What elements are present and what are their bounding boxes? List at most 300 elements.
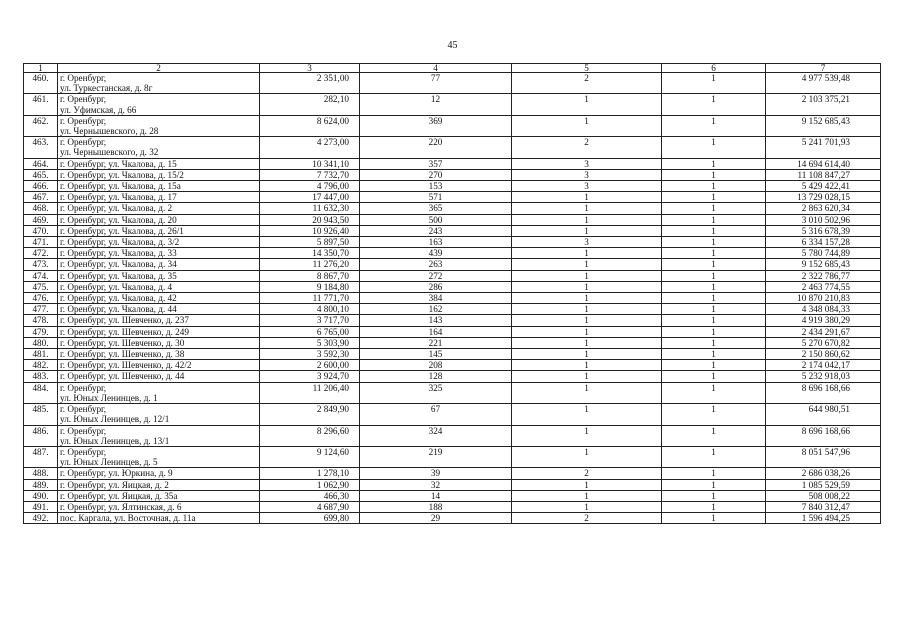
address-line: г. Оренбург, ул. Чкалова, д. 35 (60, 270, 177, 281)
row-number-cell: 474. (24, 270, 58, 281)
row-number-cell: 469. (24, 214, 58, 225)
column-number-row (24, 64, 881, 73)
column-4-cell: 77 (360, 73, 512, 94)
address-line: г. Оренбург, ул. Яицкая, д. 35а (60, 490, 178, 501)
column-6-cell: 1 (662, 315, 766, 326)
cost-cell: 5 316 678,39 (766, 225, 881, 236)
row-number-cell: 465. (24, 169, 58, 180)
area-cell: 4 273,00 (260, 137, 360, 158)
column-6-cell: 1 (662, 192, 766, 203)
address-line: г. Оренбург, ул. Шевченко, д. 38 (60, 349, 185, 360)
column-6-cell: 1 (662, 304, 766, 315)
table-row (24, 115, 881, 136)
cost-cell: 2 322 786,77 (766, 270, 881, 281)
column-5-cell: 1 (512, 382, 662, 403)
cost-cell: 5 232 918,03 (766, 371, 881, 382)
address-line: г. Оренбург, ул. Шевченко, д. 44 (60, 371, 185, 382)
row-number-cell: 492. (24, 513, 58, 524)
address-line: ул. Юных Ленинцев, д. 1 (60, 392, 158, 403)
column-5-cell: 1 (512, 270, 662, 281)
row-number-cell: 471. (24, 237, 58, 248)
column-6-cell: 1 (662, 468, 766, 479)
table-row (24, 304, 881, 315)
row-number-cell: 478. (24, 315, 58, 326)
cost-cell: 644 980,51 (766, 404, 881, 425)
row-number-cell: 468. (24, 203, 58, 214)
address-cell (58, 304, 260, 315)
address-cell (58, 446, 260, 467)
column-6-cell: 1 (662, 404, 766, 425)
column-4-cell: 220 (360, 137, 512, 158)
address-cell (58, 203, 260, 214)
cost-cell: 3 010 502,96 (766, 214, 881, 225)
housing-register-table (23, 63, 881, 524)
column-6-cell: 1 (662, 513, 766, 524)
column-5-cell: 3 (512, 237, 662, 248)
column-5-cell: 1 (512, 404, 662, 425)
column-4-cell: 219 (360, 446, 512, 467)
area-cell: 8 296,60 (260, 425, 360, 446)
column-6-cell: 1 (662, 326, 766, 337)
column-4-cell: 145 (360, 349, 512, 360)
address-line: г. Оренбург, ул. Шевченко, д. 42/2 (60, 360, 192, 371)
cost-cell: 4 919 380,29 (766, 315, 881, 326)
column-4-cell: 162 (360, 304, 512, 315)
cost-cell: 2 174 042,17 (766, 360, 881, 371)
address-cell (58, 468, 260, 479)
table-row (24, 281, 881, 292)
column-5-cell: 1 (512, 326, 662, 337)
row-number-cell: 479. (24, 326, 58, 337)
column-4-cell: 153 (360, 181, 512, 192)
table-body (24, 64, 881, 524)
area-cell: 282,10 (260, 94, 360, 115)
address-line: г. Оренбург, ул. Шевченко, д. 249 (60, 326, 189, 337)
area-cell: 10 926,40 (260, 225, 360, 236)
area-cell: 2 849,90 (260, 404, 360, 425)
column-4-cell: 67 (360, 404, 512, 425)
address-line: г. Оренбург, ул. Чкалова, д. 34 (60, 259, 177, 270)
address-line: г. Оренбург, ул. Чкалова, д. 3/2 (60, 237, 180, 248)
cost-cell: 1 085 529,59 (766, 479, 881, 490)
column-4-cell: 188 (360, 501, 512, 512)
column-5-cell: 1 (512, 360, 662, 371)
row-number-cell: 485. (24, 404, 58, 425)
row-number-cell: 483. (24, 371, 58, 382)
column-header-2: 2 (58, 64, 260, 73)
cost-cell: 2 434 291,67 (766, 326, 881, 337)
area-cell: 3 717,70 (260, 315, 360, 326)
column-4-cell: 357 (360, 158, 512, 169)
area-cell: 8 624,00 (260, 115, 360, 136)
area-cell: 14 350,70 (260, 248, 360, 259)
row-number-cell: 484. (24, 382, 58, 403)
address-line: ул. Уфимская, д. 66 (60, 104, 137, 115)
row-number-cell: 475. (24, 281, 58, 292)
table-row (24, 479, 881, 490)
row-number-cell: 464. (24, 158, 58, 169)
area-cell: 466,30 (260, 490, 360, 501)
column-5-cell: 3 (512, 158, 662, 169)
address-cell (58, 315, 260, 326)
row-number-cell: 487. (24, 446, 58, 467)
address-cell (58, 382, 260, 403)
column-4-cell: 571 (360, 192, 512, 203)
address-line: ул. Юных Ленинцев, д. 5 (60, 457, 158, 468)
address-cell (58, 281, 260, 292)
column-6-cell: 1 (662, 137, 766, 158)
address-cell (58, 158, 260, 169)
area-cell: 6 765,00 (260, 326, 360, 337)
column-5-cell: 1 (512, 281, 662, 292)
column-6-cell: 1 (662, 293, 766, 304)
column-6-cell: 1 (662, 270, 766, 281)
column-6-cell: 1 (662, 490, 766, 501)
cost-cell: 1 596 494,25 (766, 513, 881, 524)
column-5-cell: 1 (512, 337, 662, 348)
column-6-cell: 1 (662, 214, 766, 225)
row-number-cell: 460. (24, 73, 58, 94)
table-row (24, 293, 881, 304)
row-number-cell: 476. (24, 293, 58, 304)
column-6-cell: 1 (662, 181, 766, 192)
table-row (24, 425, 881, 446)
address-line: г. Оренбург, ул. Ялтинская, д. 6 (60, 501, 182, 512)
column-5-cell: 2 (512, 73, 662, 94)
area-cell: 8 867,70 (260, 270, 360, 281)
table-row (24, 192, 881, 203)
table-row (24, 169, 881, 180)
address-line: ул. Юных Ленинцев, д. 13/1 (60, 435, 170, 446)
column-6-cell: 1 (662, 425, 766, 446)
column-6-cell: 1 (662, 158, 766, 169)
cost-cell: 13 729 028,15 (766, 192, 881, 203)
table-row (24, 371, 881, 382)
column-4-cell: 128 (360, 371, 512, 382)
column-5-cell: 3 (512, 181, 662, 192)
row-number-cell: 489. (24, 479, 58, 490)
column-5-cell: 2 (512, 513, 662, 524)
column-4-cell: 286 (360, 281, 512, 292)
row-number-cell: 463. (24, 137, 58, 158)
column-5-cell: 1 (512, 115, 662, 136)
column-5-cell: 2 (512, 468, 662, 479)
table-row (24, 315, 881, 326)
cost-cell: 8 696 168,66 (766, 425, 881, 446)
table-row (24, 404, 881, 425)
row-number-cell: 486. (24, 425, 58, 446)
column-4-cell: 12 (360, 94, 512, 115)
table-row (24, 490, 881, 501)
column-5-cell: 1 (512, 248, 662, 259)
address-line: г. Оренбург, ул. Чкалова, д. 2 (60, 203, 173, 214)
address-line: г. Оренбург, (60, 446, 107, 457)
column-6-cell: 1 (662, 94, 766, 115)
table-row (24, 158, 881, 169)
row-number-cell: 462. (24, 115, 58, 136)
address-cell (58, 337, 260, 348)
area-cell: 4 796,00 (260, 181, 360, 192)
area-cell: 699,80 (260, 513, 360, 524)
address-cell (58, 404, 260, 425)
cost-cell: 5 429 422,41 (766, 181, 881, 192)
address-cell (58, 371, 260, 382)
area-cell: 4 687,90 (260, 501, 360, 512)
area-cell: 3 924,70 (260, 371, 360, 382)
cost-cell: 10 870 210,83 (766, 293, 881, 304)
address-line: ул. Чернышевского, д. 32 (60, 147, 159, 158)
row-number-cell: 472. (24, 248, 58, 259)
table-row (24, 513, 881, 524)
table-row (24, 360, 881, 371)
column-6-cell: 1 (662, 281, 766, 292)
table-row (24, 326, 881, 337)
area-cell: 1 278,10 (260, 468, 360, 479)
address-line: г. Оренбург, ул. Чкалова, д. 20 (60, 214, 177, 225)
area-cell: 11 206,40 (260, 382, 360, 403)
area-cell: 20 943,50 (260, 214, 360, 225)
address-cell (58, 94, 260, 115)
table-row (24, 214, 881, 225)
address-cell (58, 214, 260, 225)
column-5-cell: 1 (512, 203, 662, 214)
row-number-cell: 482. (24, 360, 58, 371)
column-4-cell: 208 (360, 360, 512, 371)
address-line: г. Оренбург, ул. Чкалова, д. 4 (60, 281, 173, 292)
address-line: г. Оренбург, ул. Яицкая, д. 2 (60, 479, 169, 490)
cost-cell: 8 696 168,66 (766, 382, 881, 403)
address-cell (58, 192, 260, 203)
cost-cell: 5 780 744,89 (766, 248, 881, 259)
area-cell: 5 897,50 (260, 237, 360, 248)
area-cell: 5 303,90 (260, 337, 360, 348)
table-row (24, 73, 881, 94)
column-header-5: 5 (512, 64, 662, 73)
column-4-cell: 365 (360, 203, 512, 214)
address-cell (58, 73, 260, 94)
column-5-cell: 1 (512, 479, 662, 490)
address-cell (58, 360, 260, 371)
column-4-cell: 325 (360, 382, 512, 403)
cost-cell: 9 152 685,43 (766, 259, 881, 270)
address-line: г. Оренбург, ул. Чкалова, д. 33 (60, 248, 177, 259)
table-row (24, 203, 881, 214)
cost-cell: 14 694 614,40 (766, 158, 881, 169)
address-cell (58, 270, 260, 281)
area-cell: 4 800,10 (260, 304, 360, 315)
area-cell: 2 351,00 (260, 73, 360, 94)
column-5-cell: 1 (512, 490, 662, 501)
address-cell (58, 293, 260, 304)
area-cell: 9 184,80 (260, 281, 360, 292)
column-6-cell: 1 (662, 446, 766, 467)
column-5-cell: 1 (512, 315, 662, 326)
column-5-cell: 3 (512, 169, 662, 180)
address-cell (58, 326, 260, 337)
column-6-cell: 1 (662, 73, 766, 94)
column-5-cell: 1 (512, 304, 662, 315)
address-cell (58, 115, 260, 136)
row-number-cell: 470. (24, 225, 58, 236)
area-cell: 7 732,70 (260, 169, 360, 180)
address-line: г. Оренбург, (60, 115, 107, 126)
column-4-cell: 243 (360, 225, 512, 236)
area-cell: 1 062,90 (260, 479, 360, 490)
column-5-cell: 1 (512, 214, 662, 225)
column-4-cell: 324 (360, 425, 512, 446)
column-5-cell: 1 (512, 225, 662, 236)
table-row (24, 259, 881, 270)
column-5-cell: 1 (512, 501, 662, 512)
address-line: г. Оренбург, ул. Юркина, д. 9 (60, 468, 173, 479)
cost-cell: 2 150 860,62 (766, 349, 881, 360)
address-line: пос. Каргала, ул. Восточная, д. 11а (60, 513, 196, 524)
cost-cell: 4 348 084,33 (766, 304, 881, 315)
column-6-cell: 1 (662, 237, 766, 248)
column-5-cell: 1 (512, 293, 662, 304)
cost-cell: 2 686 038,26 (766, 468, 881, 479)
column-6-cell: 1 (662, 203, 766, 214)
column-6-cell: 1 (662, 169, 766, 180)
column-4-cell: 39 (360, 468, 512, 479)
address-line: ул. Чернышевского, д. 28 (60, 126, 159, 137)
table-row (24, 94, 881, 115)
column-4-cell: 439 (360, 248, 512, 259)
address-line: г. Оренбург, (60, 73, 107, 83)
column-4-cell: 270 (360, 169, 512, 180)
address-line: г. Оренбург, ул. Чкалова, д. 42 (60, 293, 177, 304)
address-line: г. Оренбург, ул. Чкалова, д. 15а (60, 181, 181, 192)
row-number-cell: 491. (24, 501, 58, 512)
row-number-cell: 467. (24, 192, 58, 203)
address-line: г. Оренбург, ул. Чкалова, д. 15 (60, 158, 177, 169)
area-cell: 11 632,30 (260, 203, 360, 214)
column-6-cell: 1 (662, 371, 766, 382)
column-6-cell: 1 (662, 115, 766, 136)
table-row (24, 137, 881, 158)
table-row (24, 349, 881, 360)
area-cell: 11 276,20 (260, 259, 360, 270)
area-cell: 17 447,00 (260, 192, 360, 203)
cost-cell: 508 008,22 (766, 490, 881, 501)
cost-cell: 2 863 620,34 (766, 203, 881, 214)
area-cell: 9 124,60 (260, 446, 360, 467)
table-row (24, 225, 881, 236)
area-cell: 10 341,10 (260, 158, 360, 169)
cost-cell: 5 241 701,93 (766, 137, 881, 158)
address-line: г. Оренбург, ул. Чкалова, д. 44 (60, 304, 177, 315)
page-number: 45 (447, 40, 458, 51)
table-row (24, 382, 881, 403)
column-5-cell: 1 (512, 94, 662, 115)
table-row (24, 270, 881, 281)
column-5-cell: 1 (512, 446, 662, 467)
row-number-cell: 480. (24, 337, 58, 348)
address-cell (58, 501, 260, 512)
column-6-cell: 1 (662, 337, 766, 348)
column-5-cell: 2 (512, 137, 662, 158)
column-header-3: 3 (260, 64, 360, 73)
column-6-cell: 1 (662, 259, 766, 270)
column-5-cell: 1 (512, 192, 662, 203)
address-cell (58, 225, 260, 236)
column-4-cell: 221 (360, 337, 512, 348)
address-line: г. Оренбург, ул. Чкалова, д. 17 (60, 192, 177, 203)
column-4-cell: 384 (360, 293, 512, 304)
address-cell (58, 490, 260, 501)
cost-cell: 9 152 685,43 (766, 115, 881, 136)
table-row (24, 337, 881, 348)
column-5-cell: 1 (512, 259, 662, 270)
column-4-cell: 14 (360, 490, 512, 501)
column-6-cell: 1 (662, 479, 766, 490)
column-5-cell: 1 (512, 371, 662, 382)
area-cell: 3 592,30 (260, 349, 360, 360)
column-header-1: 1 (24, 64, 58, 73)
address-line: г. Оренбург, (60, 94, 107, 105)
address-cell (58, 181, 260, 192)
column-4-cell: 143 (360, 315, 512, 326)
column-6-cell: 1 (662, 501, 766, 512)
column-6-cell: 1 (662, 382, 766, 403)
table-row (24, 446, 881, 467)
cost-cell: 6 334 157,28 (766, 237, 881, 248)
row-number-cell: 466. (24, 181, 58, 192)
address-line: г. Оренбург, (60, 382, 107, 393)
row-number-cell: 461. (24, 94, 58, 115)
address-line: г. Оренбург, (60, 137, 107, 148)
column-header-7: 7 (766, 64, 881, 73)
row-number-cell: 488. (24, 468, 58, 479)
table-row (24, 181, 881, 192)
address-cell (58, 248, 260, 259)
address-cell (58, 259, 260, 270)
cost-cell: 11 108 847,27 (766, 169, 881, 180)
address-cell (58, 479, 260, 490)
column-5-cell: 1 (512, 425, 662, 446)
column-4-cell: 369 (360, 115, 512, 136)
address-line: г. Оренбург, ул. Шевченко, д. 237 (60, 315, 189, 326)
cost-cell: 2 463 774,55 (766, 281, 881, 292)
address-cell (58, 513, 260, 524)
row-number-cell: 490. (24, 490, 58, 501)
column-4-cell: 163 (360, 237, 512, 248)
row-number-cell: 477. (24, 304, 58, 315)
column-4-cell: 32 (360, 479, 512, 490)
column-4-cell: 164 (360, 326, 512, 337)
column-4-cell: 263 (360, 259, 512, 270)
column-4-cell: 500 (360, 214, 512, 225)
address-line: г. Оренбург, ул. Чкалова, д. 26/1 (60, 225, 184, 236)
cost-cell: 7 840 312,47 (766, 501, 881, 512)
table-row (24, 237, 881, 248)
cost-cell: 5 270 670,82 (766, 337, 881, 348)
column-6-cell: 1 (662, 248, 766, 259)
row-number-cell: 481. (24, 349, 58, 360)
area-cell: 2 600,00 (260, 360, 360, 371)
cost-cell: 2 103 375,21 (766, 94, 881, 115)
column-4-cell: 272 (360, 270, 512, 281)
table-row (24, 468, 881, 479)
column-6-cell: 1 (662, 225, 766, 236)
cost-cell: 8 051 547,96 (766, 446, 881, 467)
address-cell (58, 237, 260, 248)
table-row (24, 501, 881, 512)
address-line: г. Оренбург, ул. Чкалова, д. 15/2 (60, 169, 184, 180)
address-line: г. Оренбург, ул. Шевченко, д. 30 (60, 337, 185, 348)
cost-cell: 4 977 539,48 (766, 73, 881, 94)
address-cell (58, 349, 260, 360)
